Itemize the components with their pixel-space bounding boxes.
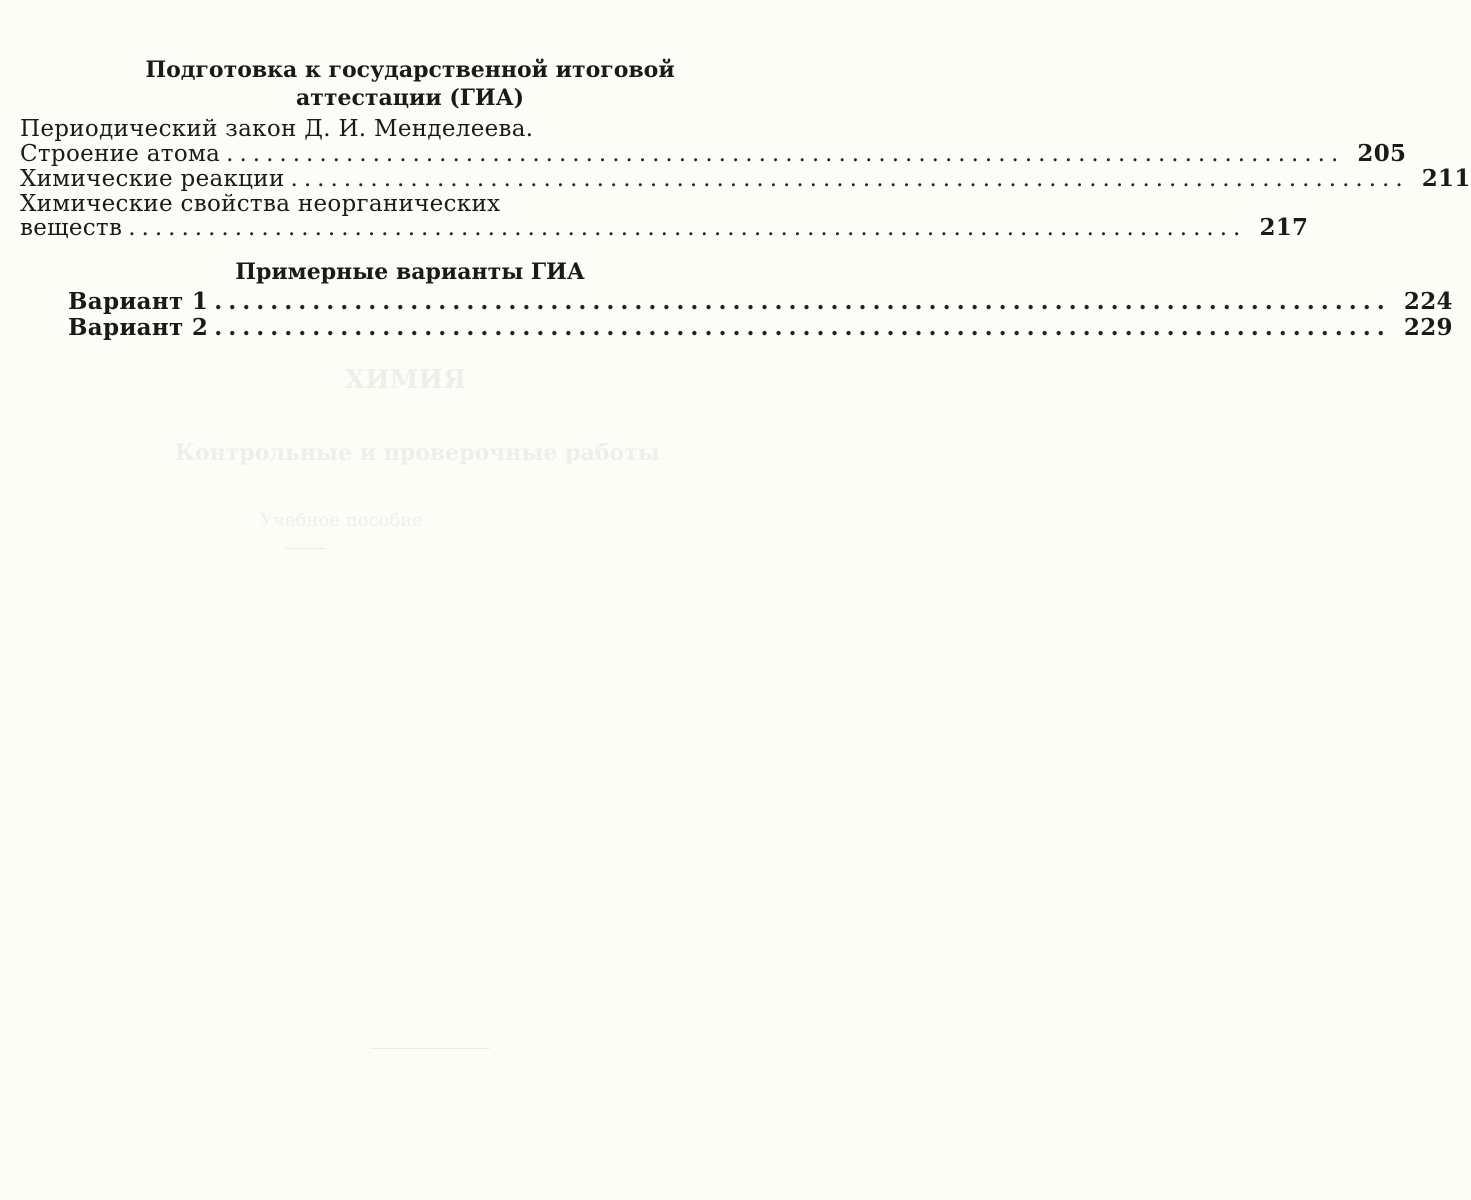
leader-dots: ....................................................................................	[128, 215, 1247, 241]
toc-page-number: 205	[1357, 140, 1407, 167]
bleed-through-text: Учебное пособие	[260, 510, 423, 531]
bleed-through-text: Контрольные и проверочные работы	[175, 440, 660, 466]
toc-page-number: 224	[1403, 288, 1453, 315]
toc-entry-title: веществ	[20, 215, 123, 241]
leader-dots: ....................................................................................	[226, 141, 1345, 167]
section-heading-line: Подготовка к государственной итоговой	[145, 57, 675, 83]
toc-page-number: 211	[1421, 165, 1471, 192]
bleed-through-rule	[285, 548, 325, 549]
section-heading-gia	[100, 56, 720, 112]
toc-page-number: 229	[1403, 314, 1453, 341]
bleed-through-rule	[370, 1048, 490, 1049]
toc-entry-title-line: Периодический закон Д. И. Менделеева.	[20, 116, 534, 142]
section-heading-variants: Примерные варианты ГИА	[235, 259, 585, 285]
toc-entry-title: Вариант 1	[68, 288, 209, 315]
toc-entry[interactable]	[20, 165, 1471, 193]
bleed-through-text: ХИМИЯ	[345, 365, 467, 395]
toc-entry-title: Строение атома	[20, 141, 221, 167]
leader-dots: ....................................................................................	[290, 166, 1409, 192]
leader-dots: ....................................................................................	[214, 288, 1391, 315]
toc-entry-variant[interactable]	[68, 288, 1453, 316]
toc-page-number: 217	[1259, 214, 1309, 241]
leader-dots: ....................................................................................	[214, 314, 1391, 341]
toc-entry[interactable]	[20, 214, 1309, 242]
toc-entry-variant[interactable]	[68, 314, 1453, 342]
toc-entry-title-line: Химические свойства неорганических	[20, 191, 501, 217]
section-heading-line: аттестации (ГИА)	[295, 85, 525, 111]
toc-entry[interactable]	[20, 140, 1407, 168]
toc-entry-title: Вариант 2	[68, 314, 209, 341]
toc-entry-title: Химические реакции	[20, 166, 285, 192]
